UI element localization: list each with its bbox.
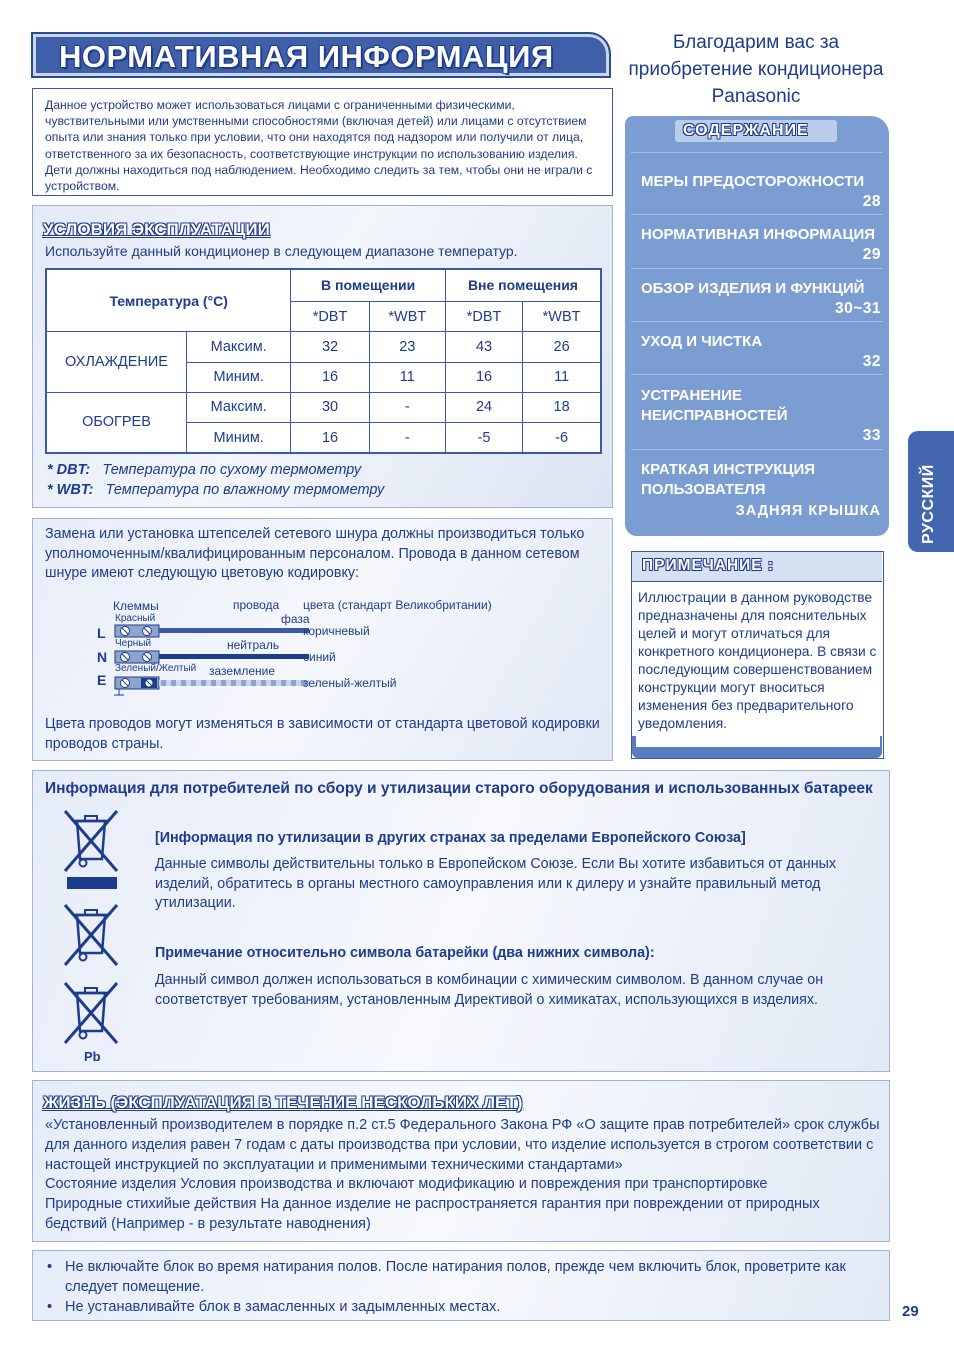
black-label: Черный [115,638,152,649]
dbt-note-text: Температура по сухому термометру [102,462,362,478]
toc-item-care[interactable] [641,332,881,370]
life-line: Природные стихийые действия На данное изделие не распространяется гарантия при повреждении от природных бедствий (Например - в результате наводнения) [45,1196,820,1232]
toc-divider [631,374,883,375]
wire-lines-graphic [111,623,311,697]
cooling-label: ОХЛАЖДЕНИЕ [46,332,187,393]
blue-label: синий [303,650,336,664]
toc-item-page: 33 [862,427,881,444]
min-label: Миним. [187,423,291,453]
disposal-title: Информация для потребителей по сбору и утилизации старого оборудования и использованных батареек [45,780,873,797]
toc-item-safety[interactable] [641,172,881,210]
toc-item-page: 30~31 [834,300,881,317]
table-cell: - [369,392,445,422]
table-cell: -5 [445,423,522,453]
life-title: ЖИЗНЬ (ЭКСПЛУАТАЦИЯ В ТЕЧЕНИЕ НЕСКОЛЬКИХ ЛЕТ) [43,1093,523,1112]
toc-divider [631,449,883,450]
operating-conditions-section [32,205,613,508]
terminal-l: L [97,625,106,641]
toc-item-page: 29 [862,246,881,263]
life-text [45,1116,880,1235]
language-tab-label: РУССКИЙ [920,464,937,544]
neutral-label: нейтраль [227,638,280,652]
list-item: • Не включайте блок во время натирания полов. После натирания полов, прежде чем включить блок, проветрите как следует помещение. [45,1257,880,1297]
max-label: Максим. [187,332,291,362]
toc-item-label: УСТРАНЕНИЕ НЕИСПРАВНОСТЕЙ [641,387,788,424]
toc-item-troubleshooting[interactable] [641,386,791,426]
crossed-bin-icon [61,807,121,891]
toc-divider [631,321,883,322]
life-line: «Установленный производителем в порядке п.2 ст.5 Федерального Закона РФ «О защите прав потребителей» срок службы для данного изделия равен 7 годам с даты производства при условии, что изделие используется в строгом соответствии с настощей инструкцией по эксплуатации и применимыми техническими стандартами» [45,1117,880,1173]
toc-item-page: ЗАДНЯЯ КРЫШКА [735,503,881,519]
toc-item-page: 32 [862,353,881,370]
conditions-subtitle: Используйте данный кондиционер в следующем диапазоне температур. [45,243,518,259]
terminal-n: N [97,649,108,665]
wbt-note-text: Температура по влажному термометру [105,482,385,498]
table-cell: - [369,423,445,453]
green-yellow-label: Зеленый/Желтый [115,663,197,674]
temperature-table [45,268,602,454]
heating-label: ОБОГРЕВ [46,392,187,453]
table-cell: 24 [445,392,522,422]
table-cell: 16 [291,423,369,453]
dbt-note-key: * DBT: [47,462,91,478]
min-label: Миним. [187,362,291,392]
life-line: Состояние изделия Условия производства и включают модификацию и повреждения при транспортировке [45,1176,768,1193]
toc-item-label: УХОД И ЧИСТКА [641,333,763,350]
table-cell: 23 [369,332,445,362]
table-cell: -6 [523,423,601,453]
note-text: Иллюстрации в данном руководстве предназначены для пояснительных целей и могут отличаться для конкретного кондиционера. В связи с последующим совершенствованием конструкции могут вноситься изменения без предварительного уведомления. [638,590,877,731]
precautions-box [32,1250,890,1321]
contents-title: СОДЕРЖАНИЕ [683,122,809,139]
wiring-section [32,518,613,761]
toc-item-label: НОРМАТИВНАЯ ИНФОРМАЦИЯ [641,226,876,243]
disposal-text-outside-eu: Данные символы действительны только в Европейском Союзе. Если Вы хотите избавиться от данных изделий, обратитесь в органы местного самоуправления или к дилеру и узнайте правильный метод утилизации. [155,856,837,911]
list-item: • Не устанавливайте блок в замасленных и задымленных местах. [45,1297,880,1317]
dbt-note [47,460,384,480]
toc-item-label: КРАТКАЯ ИНСТРУКЦИЯ ПОЛЬЗОВАТЕЛЯ [641,461,816,498]
table-cell: 16 [291,362,369,392]
conditions-title: УСЛОВИЯ ЭКСПЛУАТАЦИИ [43,220,270,239]
intro-text: Данное устройство может использоваться лицами с ограниченными физическими, чувствительными или умственными способностями (включая детей) или лицами с отсутствием опыта или знания только при условии, что они находятся под надзором или получили от лица, ответственного за их безопасность, соответствующие инструкции по использованию изделия. Дети должны находиться под наблюдением. Необходимо следить за тем, чтобы они не играли с устройством. [45,98,593,194]
terminal-e: E [97,672,107,688]
toc-item-label: ОБЗОР ИЗДЕЛИЯ И ФУНКЦИЙ [641,280,865,297]
table-notes [47,460,384,500]
service-life-section [32,1080,890,1242]
table-cell: 26 [523,332,601,362]
uk-colors-label: цвета (стандарт Великобритании) [303,598,492,612]
contents-panel [625,116,889,536]
dbt-outdoor: *DBT [445,301,522,331]
disposal-section [32,770,890,1072]
toc-item-page: 28 [862,193,881,210]
temp-header: Температура (°C) [46,269,291,332]
toc-item-quick-guide[interactable] [641,460,831,500]
note-title: ПРИМЕЧАНИЕ : [642,557,775,574]
indoor-header: В помещении [291,269,446,301]
wbt-note-key: * WBT: [47,482,94,498]
thanks-text: Благодарим вас за приобретение кондиционера Panasonic [628,32,884,107]
wbt-indoor: *WBT [369,301,445,331]
wiring-intro-text: Замена или установка штепселей сетевого шнура должны производиться только уполномоченным/квалифицированным персоналом. Провода в данном сетевом шнуре имеют следующую цветовую кодировку: [45,526,585,581]
table-cell: 11 [369,362,445,392]
battery-bin-icon [61,901,121,971]
table-cell: 30 [291,392,369,422]
disposal-heading-outside-eu: [Информация по утилизации в других странах за пределами Европейского Союза] [155,830,746,846]
disposal-text-battery: Данный символ должен использоваться в комбинации с химическим символом. В данном случае он соответствует требованиям, установленным Директивой о химикатах, использующихся в изделиях. [155,972,824,1008]
toc-divider [631,214,883,215]
wires-label: провода [233,598,280,612]
intro-box [32,88,613,196]
table-row [46,332,601,362]
table-cell: 16 [445,362,522,392]
table-cell: 32 [291,332,369,362]
table-cell: 43 [445,332,522,362]
dbt-indoor: *DBT [291,301,369,331]
table-cell: 18 [523,392,601,422]
language-tab [908,431,954,552]
max-label: Максим. [187,392,291,422]
outdoor-header: Вне помещения [445,269,601,301]
toc-item-overview[interactable] [641,279,881,317]
battery-pb-bin-icon [61,979,121,1049]
page-number: 29 [902,1303,919,1320]
pb-label: Pb [84,1049,101,1064]
phase-label: фаза [281,612,310,626]
ground-label: заземление [209,664,276,678]
brown-label: коричневый [303,624,370,638]
wbt-outdoor: *WBT [523,301,601,331]
green-yellow-color-label: зеленый-желтый [303,676,397,690]
disposal-heading-battery: Примечание относительно символа батарейки (два нижних символа): [155,945,655,961]
wbt-note [47,480,384,500]
table-cell: 11 [523,362,601,392]
toc-item-label: МЕРЫ ПРЕДОСТОРОЖНОСТИ [641,173,865,190]
page-title-banner [31,32,611,78]
note-box [631,551,884,759]
wiring-diagram [33,583,612,703]
red-label: Красный [115,613,156,624]
wiring-note-text: Цвета проводов могут изменяться в зависимости от стандарта цветовой кодировки проводов страны. [45,716,600,752]
precautions-list [45,1257,880,1317]
toc-item-regulatory[interactable] [641,225,881,263]
terminals-label: Клеммы [113,599,159,613]
toc-divider [631,268,883,269]
note-header [632,552,882,582]
page-title: НОРМАТИВНАЯ ИНФОРМАЦИЯ [59,39,554,74]
table-row [46,392,601,422]
